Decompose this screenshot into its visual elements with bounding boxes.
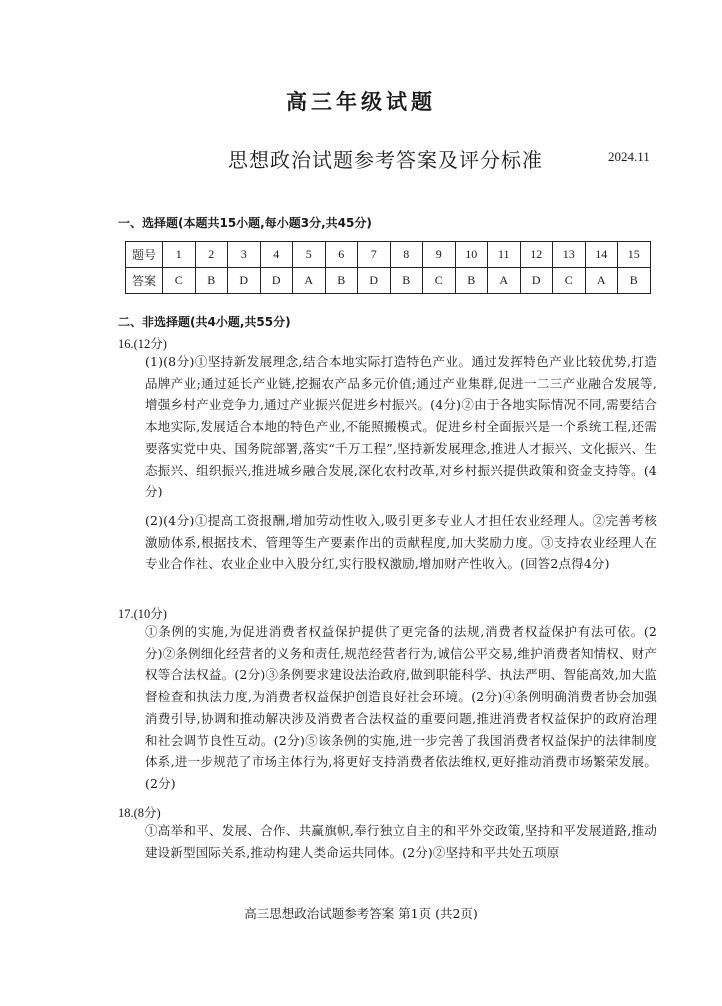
question-number: 1 [163, 242, 196, 268]
q17-text: ①条例的实施,为促进消费者权益保护提供了更完备的法规,消费者权益保护有法可依。(2分)②条例细化经营者的义务和责任,规范经营者行为,诚信公平交易,维护消费者知情权、财产权等合法权益。(2分)③条例要求建设法治政府,做到职能科学、执法严明、智能高效,加大监督检查和执法力度,为消费者权益保护创造良好社会环境。(2分)④条例明确消费者协会加强消费引导,协调和推动解决涉及消费者合法权益的重要问题,推进消费者权益保护的政府治理和社会调节良性互动。(2分)⑤该条例的实施,进一步完善了我国消费者权益保护的法律制度体系,进一步规范了市场主体行为,将更好支持消费者依法维权,更好推动消费市场繁荣发展。(2分) [145, 624, 657, 791]
q16-part2-text: (2)(4分)①提高工资报酬,增加劳动性收入,吸引更多专业人才担任农业经理人。②完善考核激励体系,根据技术、管理等生产要素作出的贡献程度,加大奖励力度。③支持农业经理人在专业合作社、农业企业中入股分红,实行股权激励,增加财产性收入。(回答2点得4分) [145, 513, 657, 572]
document-date: 2024.11 [608, 149, 650, 164]
q16-part1-text: (1)(8分)①坚持新发展理念,结合本地实际打造特色产业。通过发挥特色产业比较优势,打造品牌产业;通过延长产业链,挖掘农产品多元价值;通过产业集群,促进一二三产业融合发展等,增强乡村产业竞争力,通过产业振兴促进乡村振兴。(4分)②由于各地实际情况不同,需要结合本地实际,发展适合本地的特色产业,不能照搬模式。促进乡村全面振兴是一个系统工程,还需要落实党中央、国务院部署,落实“千万工程”,坚持新发展理念,推进人才振兴、文化振兴、生态振兴、组织振兴,推进城乡融合发展,深化农村改革,对乡村振兴提供政策和资金支持等。(4分) [145, 354, 657, 500]
question-number: 7 [358, 242, 391, 268]
section2-heading: 二、非选择题(共4小题,共55分) [118, 315, 291, 329]
answer-cell: B [618, 268, 651, 294]
table-row-numbers [126, 242, 651, 268]
answer-cell: C [553, 268, 586, 294]
answer-cell: D [358, 268, 391, 294]
question-number: 11 [488, 242, 521, 268]
question-number: 8 [390, 242, 423, 268]
q18-heading: 18.(8分) [118, 806, 161, 820]
table-row-answers [126, 268, 651, 294]
answer-cell: B [390, 268, 423, 294]
question-number: 14 [585, 242, 618, 268]
section1-heading: 一、选择题(本题共15小题,每小题3分,共45分) [118, 216, 372, 230]
answer-cell: A [488, 268, 521, 294]
question-number: 5 [293, 242, 326, 268]
q16-heading: 16.(12分) [118, 337, 167, 351]
question-number: 3 [228, 242, 261, 268]
question-number: 10 [455, 242, 488, 268]
answer-cell: A [293, 268, 326, 294]
answer-cell: C [163, 268, 196, 294]
question-number: 12 [520, 242, 553, 268]
q17-heading: 17.(10分) [118, 607, 167, 621]
question-number: 13 [553, 242, 586, 268]
row-label-question: 题号 [126, 242, 163, 268]
answer-cell: D [260, 268, 293, 294]
answer-cell: B [455, 268, 488, 294]
answer-cell: B [325, 268, 358, 294]
question-number: 15 [618, 242, 651, 268]
answer-cell: D [228, 268, 261, 294]
question-number: 6 [325, 242, 358, 268]
answer-cell: A [585, 268, 618, 294]
row-label-answer: 答案 [126, 268, 163, 294]
document-subtitle: 思想政治试题参考答案及评分标准 [228, 148, 543, 172]
answer-table [125, 241, 651, 294]
question-number: 9 [423, 242, 456, 268]
question-number: 2 [195, 242, 228, 268]
answer-cell: D [520, 268, 553, 294]
question-number: 4 [260, 242, 293, 268]
answer-cell: C [423, 268, 456, 294]
answer-cell: B [195, 268, 228, 294]
exam-title: 高三年级试题 [286, 89, 436, 114]
q18-text: ①高举和平、发展、合作、共赢旗帜,奉行独立自主的和平外交政策,坚持和平发展道路,推动建设新型国际关系,推动构建人类命运共同体。(2分)②坚持和平共处五项原 [145, 823, 657, 860]
page-footer: 高三思想政治试题参考答案 第1页 (共2页) [244, 906, 478, 921]
